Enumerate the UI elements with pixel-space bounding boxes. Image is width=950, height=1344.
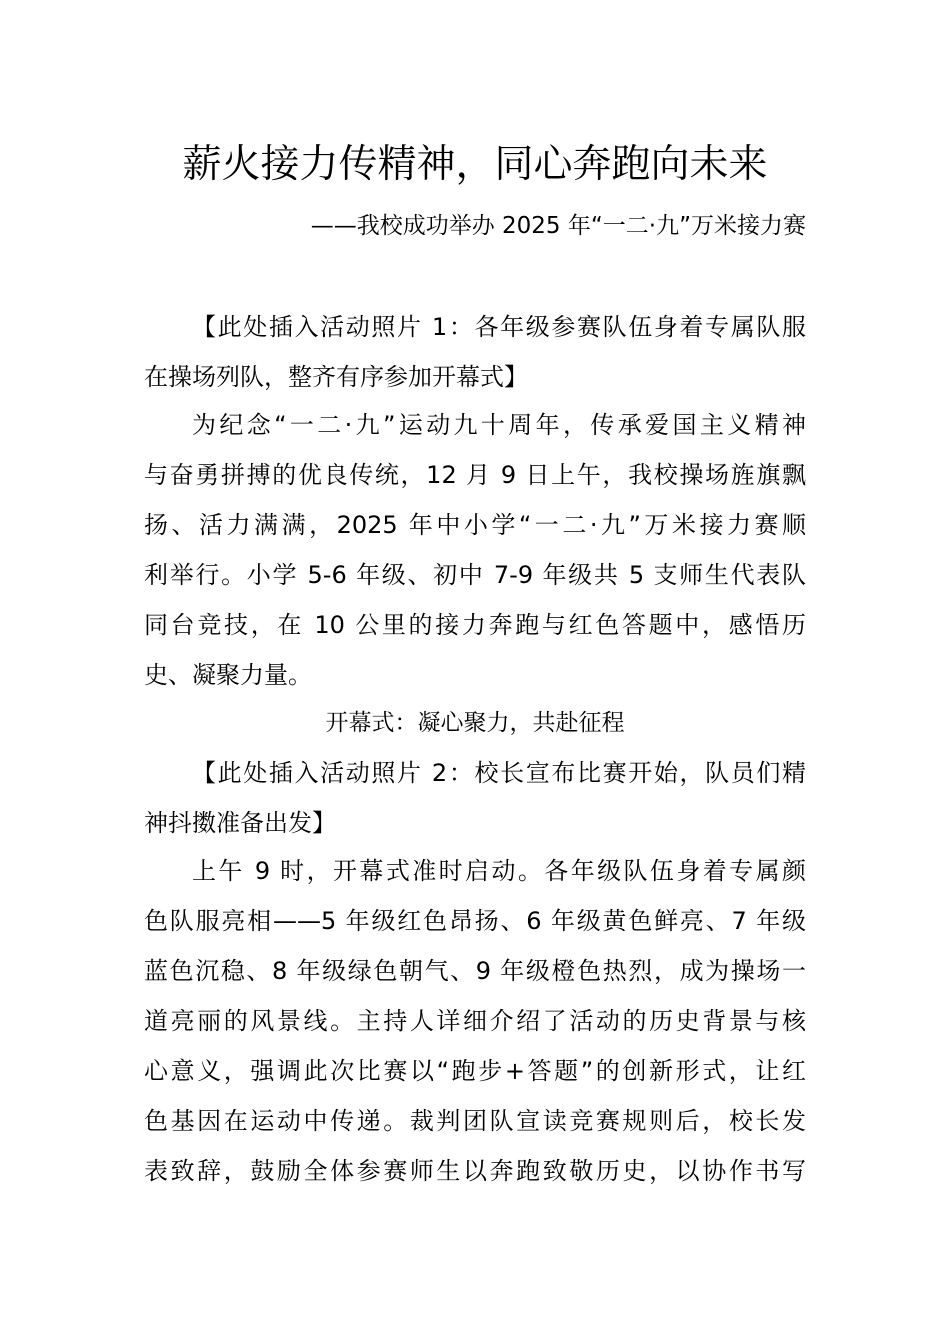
section-heading: 开幕式：凝心聚力，共赴征程 — [325, 710, 625, 736]
photo-placeholder-1 — [144, 302, 806, 402]
paragraph-line: 表致辞，鼓励全体参赛师生以奔跑致敬历史，以协作书写 — [144, 1157, 806, 1185]
opening-ceremony-paragraph — [144, 846, 806, 1196]
paragraph-line: 神抖擞准备出发】 — [144, 809, 336, 837]
paragraph-line: 【此处插入活动照片 2：校长宣布比赛开始，队员们精 — [192, 759, 806, 787]
photo-placeholder-2 — [144, 748, 806, 848]
paragraph-line: 道亮丽的风景线。主持人详细介绍了活动的历史背景与核 — [144, 1007, 806, 1035]
paragraph-line: 利举行。小学 5-6 年级、初中 7-9 年级共 5 支师生代表队 — [144, 561, 806, 589]
paragraph-line: 【此处插入活动照片 1：各年级参赛队伍身着专属队服 — [192, 313, 806, 341]
paragraph-line: 与奋勇拼搏的优良传统，12 月 9 日上午，我校操场旌旗飘 — [144, 461, 806, 489]
paragraph-line: 在操场列队，整齐有序参加开幕式】 — [144, 363, 528, 391]
paragraph-line: 同台竞技，在 10 公里的接力奔跑与红色答题中，感悟历 — [144, 611, 806, 639]
paragraph-line: 上午 9 时，开幕式准时启动。各年级队伍身着专属颜 — [192, 857, 806, 885]
intro-paragraph — [144, 400, 806, 700]
paragraph-line: 扬、活力满满，2025 年中小学“一二·九”万米接力赛顺 — [144, 511, 806, 539]
paragraph-line: 色队服亮相——5 年级红色昂扬、6 年级黄色鲜亮、7 年级 — [144, 907, 806, 935]
document-subtitle: ——我校成功举办 2025 年“一二·九”万米接力赛 — [310, 213, 806, 239]
paragraph-line: 心意义，强调此次比赛以“跑步+答题”的创新形式，让红 — [144, 1057, 806, 1085]
paragraph-line: 蓝色沉稳、8 年级绿色朝气、9 年级橙色热烈，成为操场一 — [144, 957, 806, 985]
paragraph-line: 色基因在运动中传递。裁判团队宣读竞赛规则后，校长发 — [144, 1107, 806, 1135]
document-title: 薪火接力传精神，同心奔跑向未来 — [182, 142, 768, 187]
paragraph-line: 史、凝聚力量。 — [144, 661, 312, 689]
paragraph-line: 为纪念“一二·九”运动九十周年，传承爱国主义精神 — [192, 411, 806, 439]
